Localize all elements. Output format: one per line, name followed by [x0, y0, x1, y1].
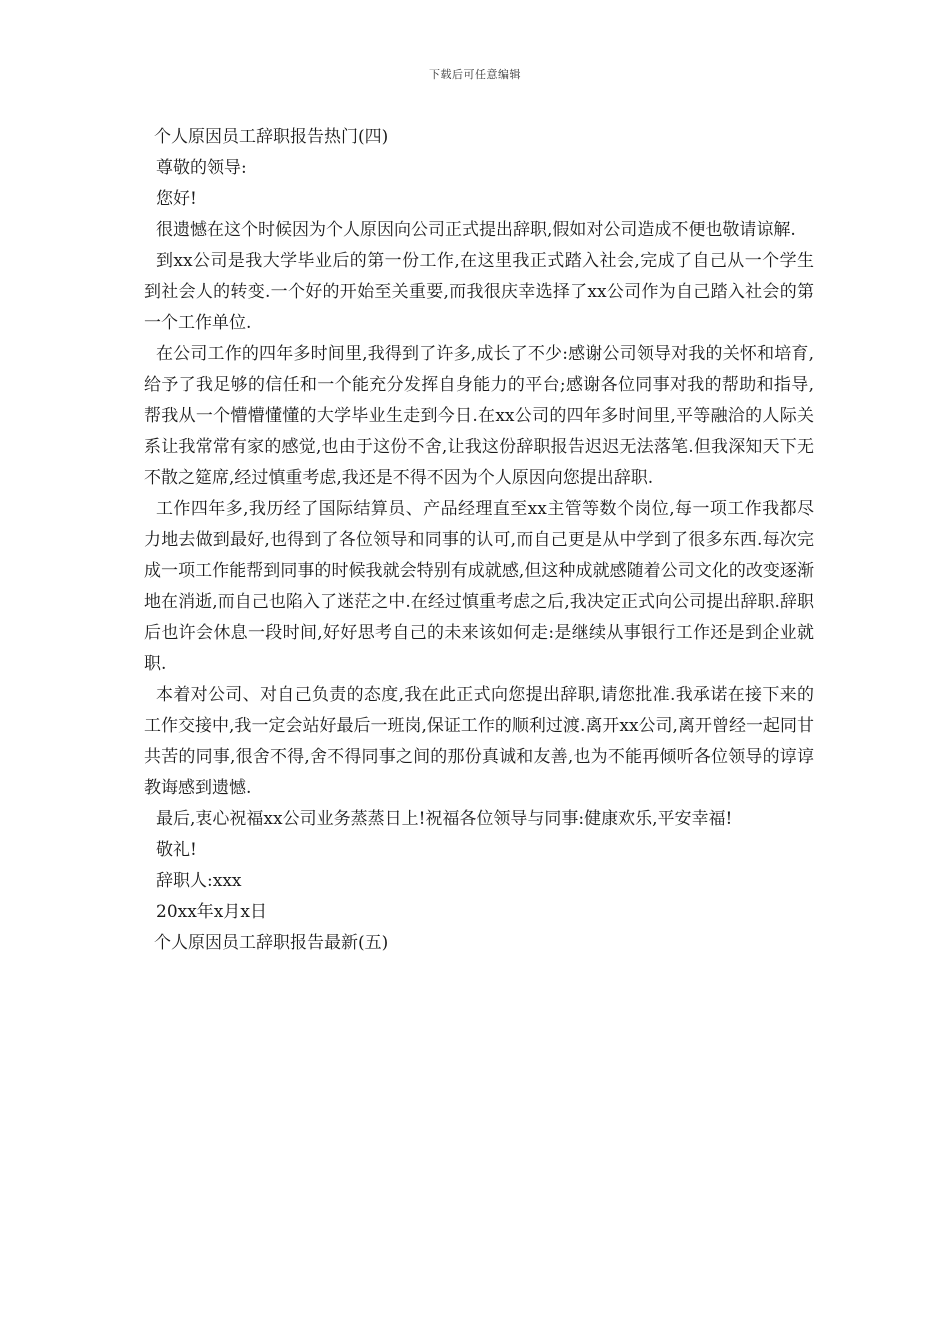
paragraph-2: 到xx公司是我大学毕业后的第一份工作,在这里我正式踏入社会,完成了自己从一个学生到社会人的转变.一个好的开始至关重要,而我很庆幸选择了xx公司作为自己踏入社会的第一个工作单位. — [144, 251, 814, 333]
paragraph-3: 在公司工作的四年多时间里,我得到了许多,成长了不少:感谢公司领导对我的关怀和培育,给予了我足够的信任和一个能充分发挥自身能力的平台;感谢各位同事对我的帮助和指导,帮我从一个懵懵懂懂的大学毕业生走到今日.在xx公司的四年多时间里,平等融洽的人际关系让我常常有家的感觉,也由于这份不舍,让我这份辞职报告迟迟无法落笔.但我深知天下无不散之筵席,经过慎重考虑,我还是不得不因为个人原因向您提出辞职. — [144, 344, 814, 488]
document-title: 个人原因员工辞职报告热门(四) — [154, 127, 389, 147]
next-section-title: 个人原因员工辞职报告最新(五) — [154, 933, 389, 953]
closing: 敬礼! — [156, 840, 197, 860]
signature: 辞职人:xxx — [156, 871, 242, 891]
salutation: 尊敬的领导: — [156, 158, 247, 178]
document-body — [144, 122, 814, 959]
paragraph-1: 很遗憾在这个时候因为个人原因向公司正式提出辞职,假如对公司造成不便也敬请谅解. — [156, 220, 796, 240]
paragraph-5: 本着对公司、对自己负责的态度,我在此正式向您提出辞职,请您批准.我承诺在接下来的工作交接中,我一定会站好最后一班岗,保证工作的顺利过渡.离开xx公司,离开曾经一起同甘共苦的同事,很舍不得,舍不得同事之间的那份真诚和友善,也为不能再倾听各位领导的谆谆教诲感到遗憾. — [144, 685, 814, 798]
greeting: 您好! — [156, 189, 197, 209]
paragraph-6: 最后,衷心祝福xx公司业务蒸蒸日上!祝福各位领导与同事:健康欢乐,平安幸福! — [156, 809, 733, 829]
page-header-note: 下载后可任意编辑 — [429, 68, 521, 81]
date: 20xx年x月x日 — [156, 902, 267, 922]
paragraph-4: 工作四年多,我历经了国际结算员、产品经理直至xx主管等数个岗位,每一项工作我都尽力地去做到最好,也得到了各位领导和同事的认可,而自己更是从中学到了很多东西.每次完成一项工作能帮到同事的时候我就会特别有成就感,但这种成就感随着公司文化的改变逐渐地在消逝,而自己也陷入了迷茫之中.在经过慎重考虑之后,我决定正式向公司提出辞职.辞职后也许会休息一段时间,好好思考自己的未来该如何走:是继续从事银行工作还是到企业就职. — [144, 499, 814, 674]
